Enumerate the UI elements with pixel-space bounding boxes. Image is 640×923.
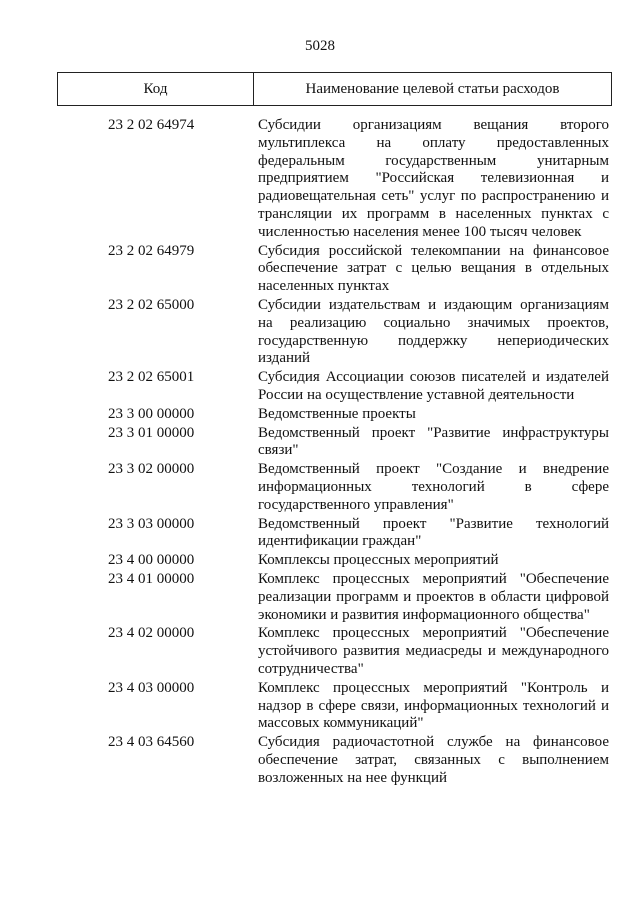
row-code: 23 3 03 00000 bbox=[108, 515, 195, 532]
row-name: Ведомственный проект "Развитие инфраструктуры связи" bbox=[258, 424, 609, 459]
table-row bbox=[0, 117, 640, 242]
row-code: 23 4 00 00000 bbox=[108, 552, 195, 569]
header-name: Наименование целевой статьи расходов bbox=[305, 80, 560, 97]
row-code: 23 2 02 65001 bbox=[108, 369, 195, 386]
row-code: 23 4 02 00000 bbox=[108, 625, 195, 642]
row-name: Ведомственные проекты bbox=[258, 405, 416, 422]
table-row bbox=[0, 516, 640, 552]
row-code: 23 3 00 00000 bbox=[108, 405, 195, 422]
row-name: Комплекс процессных мероприятий "Контроль и надзор в сфере связи, информационных технологий и массовых коммуникаций" bbox=[258, 679, 609, 732]
header-code: Код bbox=[58, 73, 254, 105]
row-name: Субсидии издательствам и издающим организациям на реализацию социально значимых проектов, государственную поддержку непериодических изданий bbox=[258, 296, 609, 367]
table-row bbox=[0, 625, 640, 678]
row-code: 23 4 01 00000 bbox=[108, 570, 195, 587]
row-name: Субсидия российской телекомпании на финансовое обеспечение затрат с целью вещания в отдельных населенных пунктах bbox=[258, 242, 609, 295]
table-row bbox=[0, 461, 640, 514]
row-name: Субсидии организациям вещания второго мультиплекса на оплату предоставленных федеральным государственным унитарным предприятием "Российская телевизионная и радиовещательная сеть" услуг по распространению и трансляции их программ в населенных пунктах с численностью населения менее 100 тысяч человек bbox=[258, 117, 609, 240]
table-row bbox=[0, 734, 640, 787]
table-row bbox=[0, 297, 640, 368]
row-code: 23 3 01 00000 bbox=[108, 424, 195, 441]
row-name: Комплексы процессных мероприятий bbox=[258, 552, 499, 569]
table-row bbox=[0, 369, 640, 405]
table-body bbox=[0, 117, 640, 788]
row-code: 23 2 02 65000 bbox=[108, 296, 195, 313]
page-number: 5028 bbox=[305, 38, 335, 54]
row-name: Ведомственный проект "Создание и внедрение информационных технологий в сфере государственного управления" bbox=[258, 461, 609, 513]
row-code: 23 2 02 64974 bbox=[108, 117, 195, 133]
table-row bbox=[0, 243, 640, 296]
row-name: Комплекс процессных мероприятий "Обеспечение устойчивого развития медиасреды и международного сотрудничества" bbox=[258, 625, 609, 677]
table-row bbox=[0, 680, 640, 733]
row-code: 23 3 02 00000 bbox=[108, 461, 195, 478]
table-header bbox=[57, 72, 612, 106]
row-code: 23 2 02 64979 bbox=[108, 242, 195, 259]
row-name: Субсидия Ассоциации союзов писателей и издателей России на осуществление уставной деятельности bbox=[258, 369, 609, 403]
table-row bbox=[0, 425, 640, 461]
row-code: 23 4 03 64560 bbox=[108, 734, 195, 751]
row-name: Ведомственный проект "Развитие технологий идентификации граждан" bbox=[258, 515, 609, 550]
table-row bbox=[0, 552, 640, 570]
row-code: 23 4 03 00000 bbox=[108, 679, 195, 696]
table-row bbox=[0, 406, 640, 424]
table-row bbox=[0, 571, 640, 624]
row-name: Субсидия радиочастотной службе на финансовое обеспечение затрат, связанных с выполнением возложенных на нее функций bbox=[258, 734, 609, 786]
row-name: Комплекс процессных мероприятий "Обеспечение реализации программ и проектов в области цифровой экономики и развития информационного общества" bbox=[258, 570, 609, 623]
